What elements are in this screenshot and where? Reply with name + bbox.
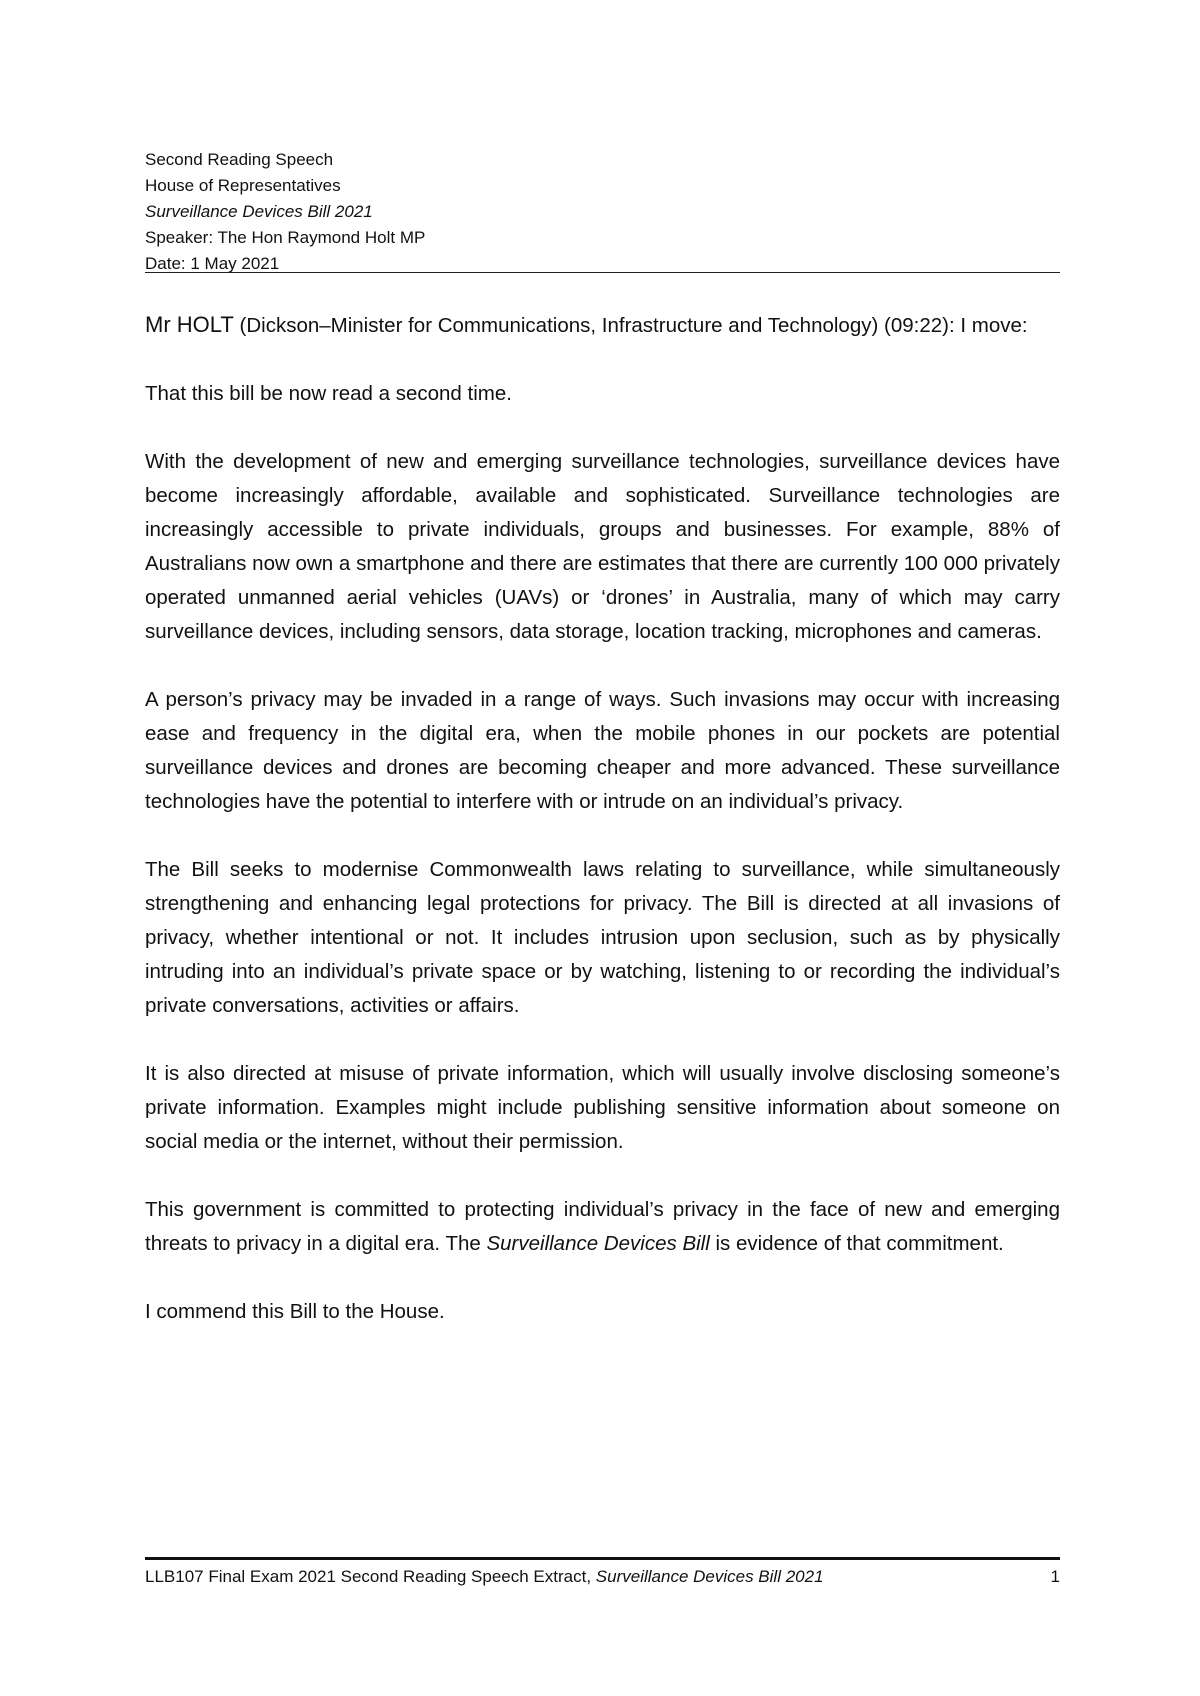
motion-paragraph: That this bill be now read a second time. [145,382,512,405]
speech-body [145,308,1060,1363]
para5-bill-name: Surveillance Devices Bill [486,1232,710,1255]
footer-divider [145,1557,1060,1560]
page-number: 1 [1050,1567,1060,1586]
speech-intro-text: (Dickson–Minister for Communications, Infrastructure and Technology) (09:22): I move: [233,314,1028,337]
speech-paragraph-5 [145,1193,1060,1261]
para5-text-end: is evidence of that commitment. [709,1232,1004,1255]
speaker-name: Mr HOLT [145,312,234,337]
speech-intro-paragraph [145,308,1060,343]
speech-paragraph-4: It is also directed at misuse of private information, which will usually involve disclosing someone’s private information. Examples might include publishing sensitive information about someone on social media or the internet, without their permission. [145,1062,1060,1153]
header-speaker: Speaker: The Hon Raymond Holt MP [145,228,426,247]
document-header [145,147,1060,277]
header-chamber: House of Representatives [145,176,341,195]
para5-text-start: This government is committed to protecting individual’s privacy in the face of new and emerging threats to privacy in a digital era. The [145,1198,1060,1255]
speech-paragraph-2: A person’s privacy may be invaded in a range of ways. Such invasions may occur with increasing ease and frequency in the digital era, when the mobile phones in our pockets are potential surveillance devices and drones are becoming cheaper and more advanced. These surveillance technologies have the potential to interfere with or intrude on an individual’s privacy. [145,688,1060,813]
document-footer [145,1565,1060,1589]
speech-paragraph-3: The Bill seeks to modernise Commonwealth laws relating to surveillance, while simultaneously strengthening and enhancing legal protections for privacy. The Bill is directed at all invasions of privacy, whether intentional or not. It includes intrusion upon seclusion, such as by physically intruding into an individual’s private space or by watching, listening to or recording the individual’s private conversations, activities or affairs. [145,858,1060,1017]
footer-text: LLB107 Final Exam 2021 Second Reading Speech Extract, [145,1567,596,1586]
header-date: Date: 1 May 2021 [145,254,280,273]
header-bill-title: Surveillance Devices Bill 2021 [145,202,373,221]
closing-paragraph: I commend this Bill to the House. [145,1300,445,1323]
header-divider [145,272,1060,273]
footer-bill-title: Surveillance Devices Bill 2021 [595,1567,824,1586]
speech-paragraph-1: With the development of new and emerging surveillance technologies, surveillance devices have become increasingly affordable, available and sophisticated. Surveillance technologies are increasingly accessible to private individuals, groups and businesses. For example, 88% of Australians now own a smartphone and there are estimates that there are currently 100 000 privately operated unmanned aerial vehicles (UAVs) or ‘drones’ in Australia, many of which may carry surveillance devices, including sensors, data storage, location tracking, microphones and cameras. [145,450,1060,643]
header-doc-type: Second Reading Speech [145,150,334,169]
